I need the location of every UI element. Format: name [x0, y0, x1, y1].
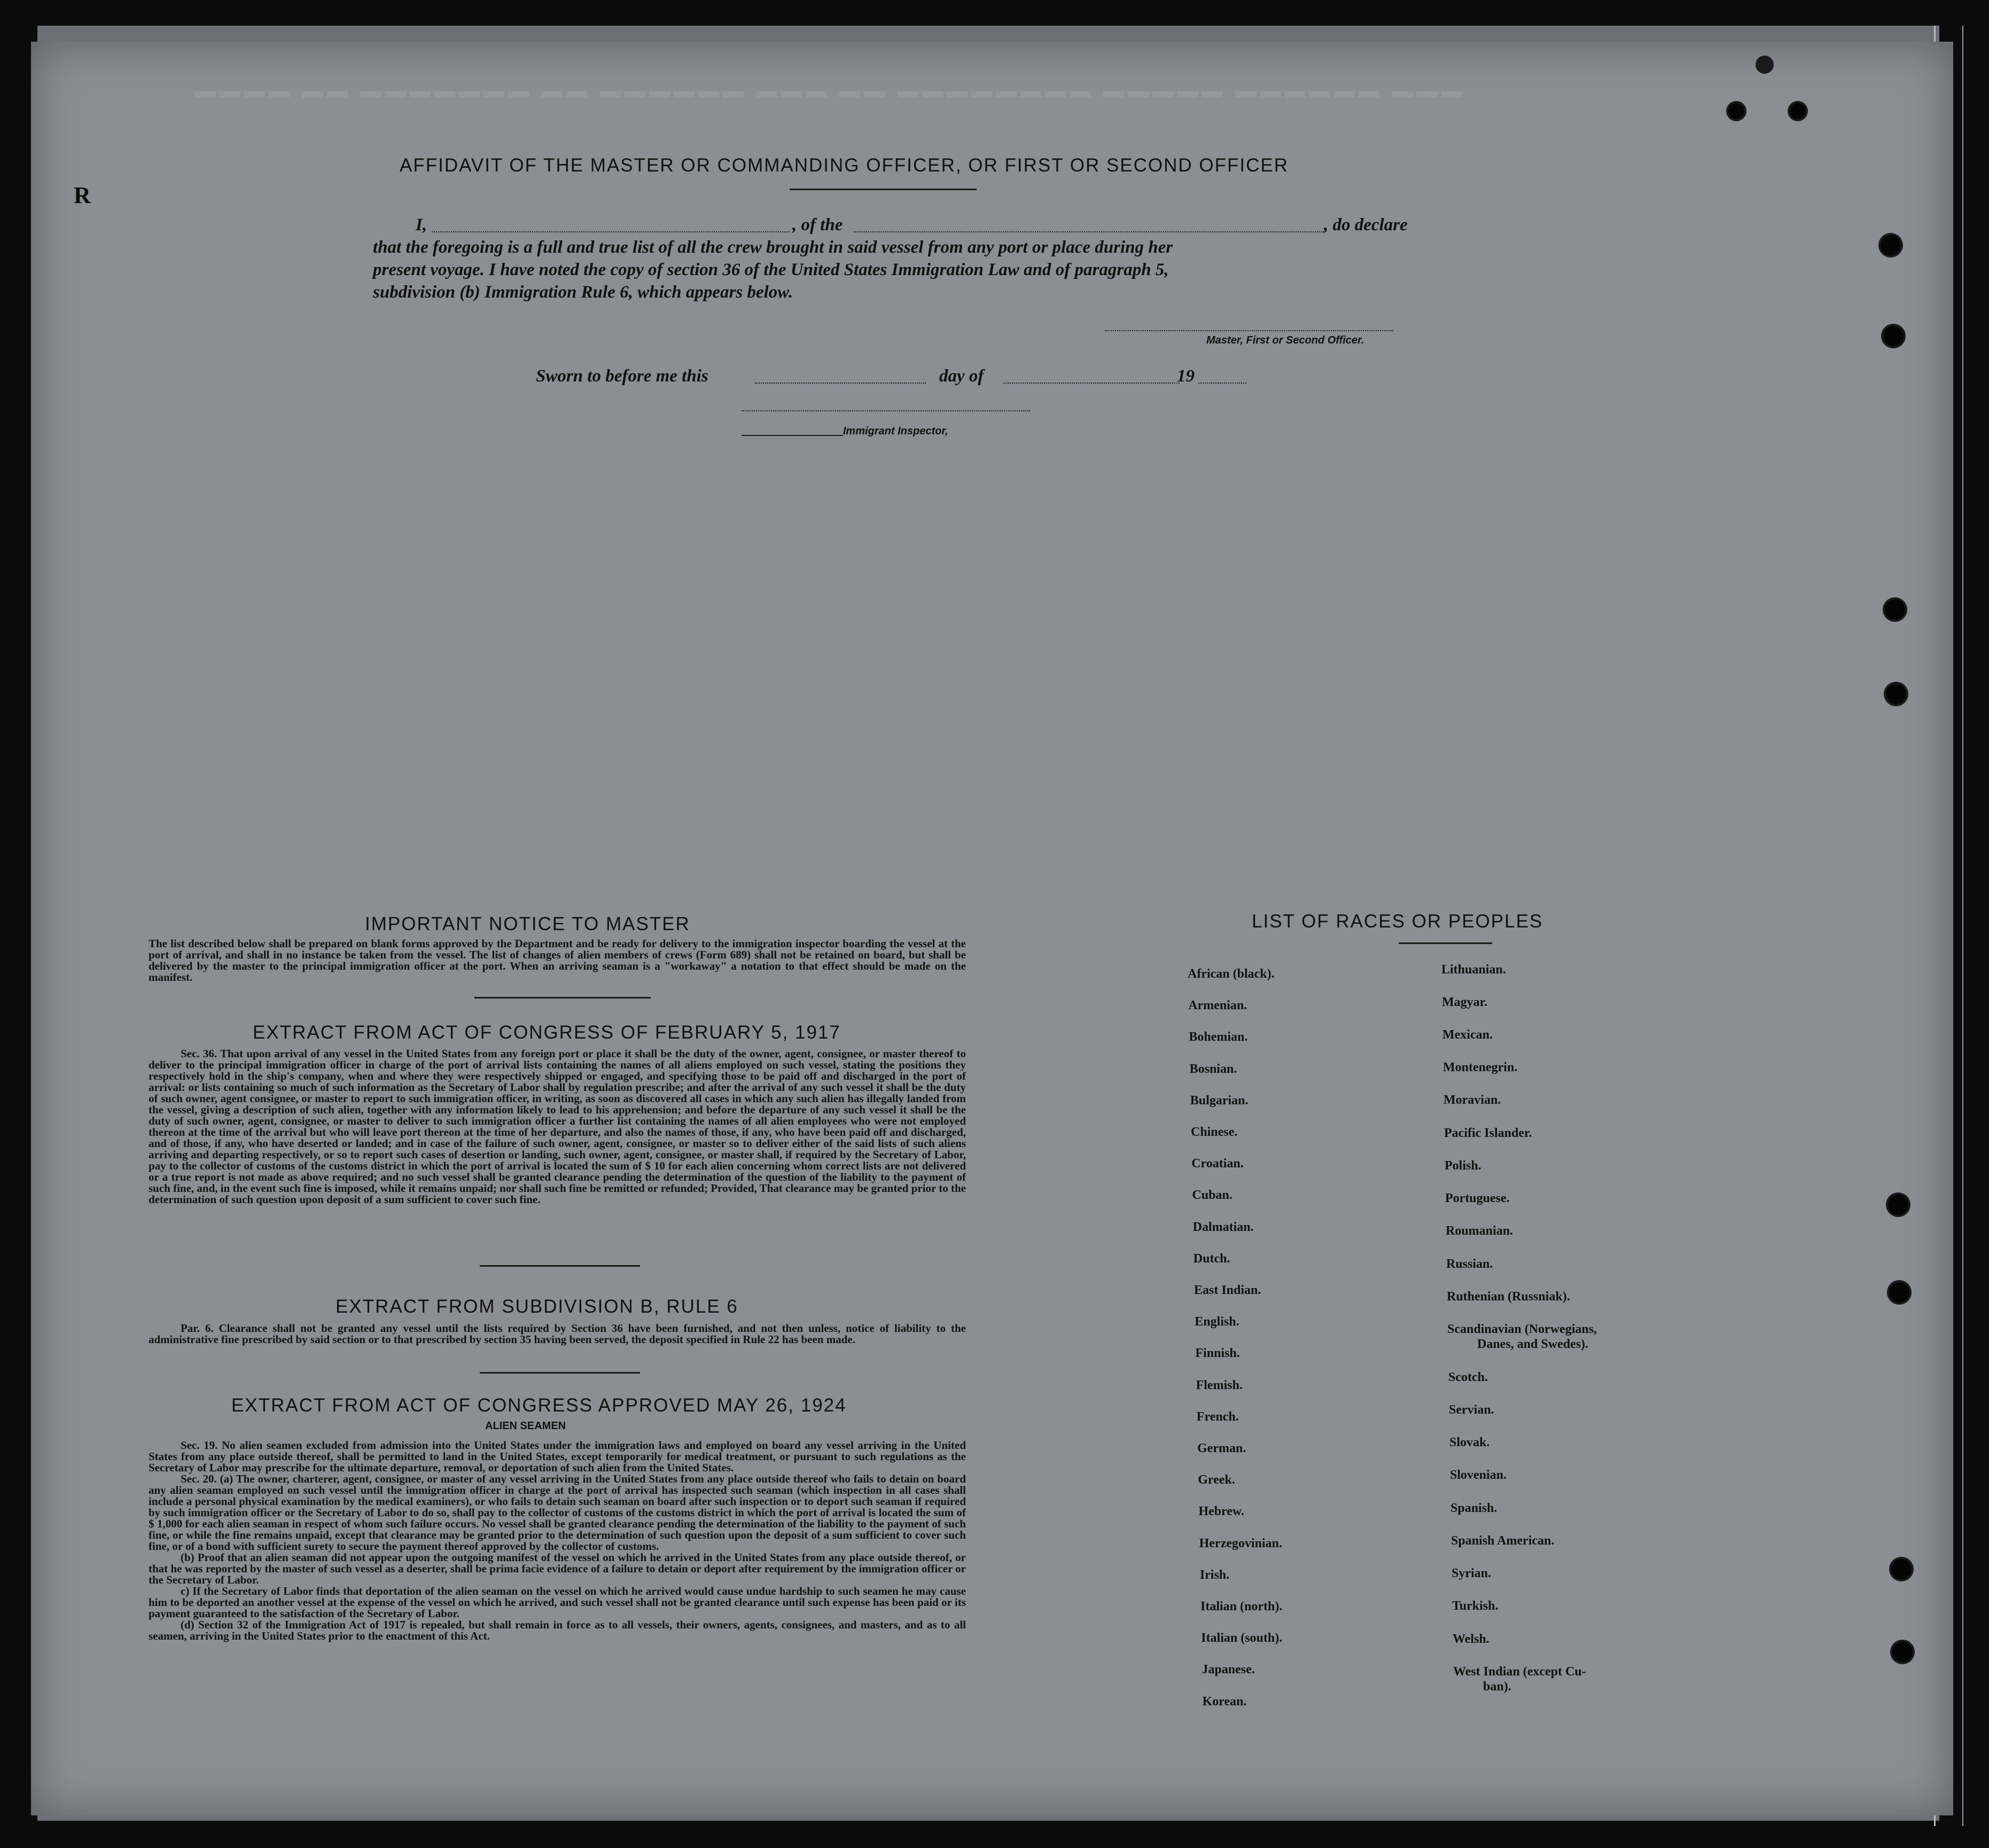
race-item: Mexican. — [1442, 1028, 1493, 1042]
extract-rule6-title: EXTRACT FROM SUBDIVISION B, RULE 6 — [336, 1296, 738, 1317]
race-item: Scandinavian (Norwegians, — [1447, 1322, 1597, 1336]
race-item: East Indian. — [1194, 1283, 1261, 1297]
race-item: West Indian (except Cu- — [1453, 1665, 1586, 1679]
race-item: German. — [1197, 1441, 1246, 1455]
punch-hole — [1892, 1642, 1913, 1662]
punch-hole — [1888, 1195, 1908, 1215]
race-item: Italian (north). — [1200, 1600, 1283, 1613]
races-title-rule — [1399, 942, 1492, 944]
inspector-label: Immigrant Inspector, — [843, 425, 948, 437]
race-item: Montenegrin. — [1443, 1061, 1518, 1074]
sec-20c-paragraph: c) If the Secretary of Labor finds that deportation of the alien seaman on the vessel on which he arrived would cause undue hardship to such seamen he may cause him to be deported an another vessel at the expense of the vessel on which he arrived, and such vessel shall not be granted clearance until such expense has been paid or its payment guaranteed to the satisfaction of the Secretary of Labor. — [149, 1585, 966, 1620]
sworn-year: 19 — [1177, 367, 1195, 386]
race-item: Dutch. — [1193, 1251, 1230, 1266]
extract-1924-title: EXTRACT FROM ACT OF CONGRESS APPROVED MAY 26, 1924 — [231, 1395, 847, 1416]
race-item: Dalmatian. — [1192, 1220, 1254, 1234]
punch-hole — [1886, 684, 1906, 704]
master-name-field[interactable] — [432, 231, 790, 232]
notice-text: The list described below shall be prepared on blank forms approved by the Department and be ready for delivery to the immigration inspector boarding the vessel at the port of arrival, and shall in no instance be taken from the vessel. The list of changes of alien members of crews (Form 689) shall not be retained on board, but shall be delivered by the master to the principal immigration officer at the port. When an arriving seaman is a "workaway" a notation to that effect should be made on the manifest. — [149, 937, 966, 984]
notice-title: IMPORTANT NOTICE TO MASTER — [365, 914, 690, 934]
race-item: African (black). — [1188, 967, 1275, 981]
punch-hole — [1728, 103, 1744, 119]
inspector-short-rule — [742, 435, 843, 436]
race-item: Italian (south). — [1201, 1631, 1283, 1646]
affidavit-line-3: present voyage. I have noted the copy of section 36 of the United States Immigration Law and of paragraph 5, — [373, 260, 1169, 279]
race-item: Chinese. — [1191, 1125, 1238, 1139]
affidavit-do-declare: , do declare — [1324, 215, 1408, 235]
race-item: Roumanian. — [1446, 1224, 1514, 1238]
race-item: Welsh. — [1453, 1632, 1489, 1646]
affidavit-title: AFFIDAVIT OF THE MASTER OR COMMANDING OFFICER, OR FIRST OR SECOND OFFICER — [400, 155, 1289, 176]
punch-hole — [1891, 1559, 1912, 1579]
sworn-month-field[interactable] — [1003, 383, 1180, 384]
race-item: Bohemian. — [1189, 1030, 1248, 1044]
race-item: Magyar. — [1442, 995, 1488, 1009]
race-item: Portuguese. — [1445, 1191, 1510, 1205]
race-item: English. — [1195, 1315, 1239, 1329]
extract-1924-subtitle: ALIEN SEAMEN — [485, 1420, 566, 1432]
races-title: LIST OF RACES OR PEOPLES — [1252, 911, 1543, 932]
affidavit-title-rule — [790, 189, 977, 190]
race-item: ban). — [1483, 1680, 1511, 1694]
race-item: Moravian. — [1444, 1093, 1501, 1107]
race-item: French. — [1196, 1409, 1239, 1424]
race-item: Korean. — [1202, 1694, 1247, 1709]
race-item: Spanish American. — [1451, 1534, 1555, 1548]
race-item: Ruthenian (Russniak). — [1447, 1290, 1570, 1304]
race-item: Japanese. — [1202, 1663, 1255, 1677]
race-item: Pacific Islander. — [1444, 1126, 1532, 1140]
race-item: Russian. — [1446, 1257, 1493, 1271]
master-signature-field[interactable] — [1105, 330, 1393, 331]
sec-19-paragraph: Sec. 19. No alien seamen excluded from admission into the United States under the immigration laws and employed on board any vessel arriving in the United States from any place outside thereof, shall be permitted to land in the United States, except temporarily for medical treatment, or pursuant to such regulations as the Secretary of Labor may prescribe for the ultimate departure, removal, or deportation of such alien from the United States. — [149, 1439, 966, 1474]
race-item: Armenian. — [1188, 999, 1247, 1013]
race-item: Danes, and Swedes). — [1477, 1337, 1589, 1351]
sec-20a-paragraph: Sec. 20. (a) The owner, charterer, agent, consignee, or master of any vessel arriving in the United States from any place outside thereof who fails to detain on board any alien seaman employed on such vessel until the immigration officer in charge at the port of arrival has inspected such seaman (which inspection in all cases shall include a personal physical examination by the medical examiners), or who fails to detain such seaman on board after such inspection or to deport such seaman if required by such immigration officer or the Secretary of Labor to do so, shall pay to the collector of customs of the customs district in which the port of arrival is located the sum of $ 1,000 for each alien seaman in respect of whom such failure occurs. No vessel shall be granted clearance pending the determination of the liability to the payment of such fine, or while the fine remains unpaid, except that clearance may be granted prior to the determination of such question upon the deposit of a sum sufficient to cover such fine, or of a bond with sufficient surety to secure the payment thereof approved by the collector of customs. — [149, 1472, 966, 1553]
signature-label: Master, First or Second Officer. — [1206, 334, 1364, 346]
race-item: Syrian. — [1452, 1566, 1492, 1580]
race-item: Bulgarian. — [1190, 1093, 1249, 1108]
vessel-name-field[interactable] — [854, 231, 1324, 232]
punch-hole — [1885, 599, 1905, 620]
race-item: Finnish. — [1195, 1346, 1240, 1361]
extract-1917-title: EXTRACT FROM ACT OF CONGRESS OF FEBRUARY 5, 1917 — [253, 1022, 841, 1043]
race-item: Croatian. — [1191, 1157, 1244, 1171]
punch-hole — [1881, 235, 1901, 255]
inspector-signature-field[interactable] — [742, 410, 1030, 411]
extract-1924-text — [149, 1440, 966, 1642]
race-item: Hebrew. — [1198, 1504, 1244, 1519]
extract-1917-rule — [480, 1265, 640, 1267]
extract-1917-text: Sec. 36. That upon arrival of any vessel in the United States from any foreign port or place it shall be the duty of the owner, agent, consignee, or master thereof to deliver to the principal immigration officer in charge of the port of arrival lists containing the names of all aliens employed on such vessel, stating the positions they respectively hold in the ship's company, when and where they were respectively shipped or engaged, and specifying those to be paid off and discharged in the port of arrival: or lists containing so much of such information as the Secretary of Labor shall by regulation prescribe; and after the arrival of any such vessel it shall be the duty of such owner, agent consignee, or master to report to such immigration officer, in writing, as soon as discovered all cases in which any such alien has illegally landed from the vessel, giving a description of such alien, together with any information likely to lead to his apprehension; and before the departure of any such vessel it shall be the duty of such owner, agent, consignee, or master to deliver to such immigration officer a further list containing the names of all alien employees who were not employed thereon at the time of the arrival but who will leave port thereon at the time of her departure, and also the names of those, if any, who have been paid off and discharged, and of those, if any, who have deserted or landed; and in case of the failure of such owner, agent, consignee, or master so to deliver either of the said lists of such aliens arriving and departing respectively, or so to report such cases of desertion or landing, such owner, agent, consignee, or master shall, if required by the Secretary of Labor, pay to the collector of customs of the customs district in which the port of arrival is located the sum of $ 10 for each alien concerning whom correct lists are not delivered or a true report is not made as above required; and no such vessel shall be granted clearance pending the determination of the question of the liability to the payment of such fine, and, in the event such fine is imposed, while it remains unpaid; nor shall such fine be remitted or refunded; Provided, That clearance may be granted prior to the determination of such question upon deposit of a sum sufficient to cover such fine. — [149, 1047, 966, 1206]
race-item: Scotch. — [1448, 1370, 1488, 1384]
race-item: Flemish. — [1196, 1378, 1243, 1392]
race-item: Irish. — [1199, 1568, 1230, 1582]
margin-mark: R — [74, 182, 91, 208]
race-item: Slovenian. — [1450, 1468, 1507, 1482]
punch-hole — [1889, 1282, 1909, 1303]
affidavit-line-4: subdivision (b) Immigration Rule 6, which appears below. — [373, 283, 793, 302]
bleed-through-text: ▬▬▬ ▬▬▬▬▬▬ ▬▬▬▬▬ ▬▬▬▬▬▬▬▬ ▬▬ ▬▬▬ ▬▬▬▬▬▬ ▬▬ ▬▬▬▬▬▬▬ ▬▬ ▬▬▬▬ — [191, 79, 1463, 103]
race-item: Turkish. — [1452, 1599, 1499, 1613]
race-item: Slovak. — [1449, 1436, 1490, 1449]
extract-rule6-rule — [480, 1372, 640, 1374]
sworn-prefix: Sworn to before me this — [536, 367, 708, 386]
sworn-day-field[interactable] — [755, 383, 926, 384]
race-item: Bosnian. — [1189, 1062, 1237, 1076]
race-item: Spanish. — [1450, 1501, 1497, 1515]
punch-hole — [1883, 326, 1904, 346]
race-item: Cuban. — [1192, 1188, 1233, 1203]
sworn-day-of: day of — [939, 367, 984, 386]
punch-hole — [1790, 103, 1806, 119]
sworn-year-field[interactable] — [1198, 383, 1246, 384]
extract-rule6-text: Par. 6. Clearance shall not be granted any vessel until the lists required by Section 36 have been furnished, and not then unless, notice of liability to the administrative fine prescribed by said section or to that prescribed by section 35 having been served, the deposit specified in Rule 22 has been made. — [149, 1322, 966, 1346]
affidavit-line-2: that the foregoing is a full and true list of all the crew brought in said vessel from any port or place during her — [373, 238, 1173, 257]
sec-20d-paragraph: (d) Section 32 of the Immigration Act of 1917 is repealed, but shall remain in force as to all vessels, their owners, agents, consignees, and masters, and as to all seamen, arriving in the United States prior to the enactment of this Act. — [149, 1618, 966, 1642]
sec-20b-paragraph: (b) Proof that an alien seaman did not appear upon the outgoing manifest of the vessel on which he arrived in the United States from any place outside thereof, or that he was reported by the master of such vessel as a deserter, shall be prima facie evidence of a failure to detain or deport after requirement by the immigration officer or the Secretary of Labor. — [149, 1551, 966, 1586]
race-item: Lithuanian. — [1441, 963, 1506, 977]
affidavit-of-the: , of the — [792, 215, 843, 235]
race-item: Servian. — [1449, 1403, 1494, 1417]
affidavit-i: I, — [416, 215, 427, 235]
race-item: Herzegovinian. — [1199, 1536, 1282, 1550]
race-item: Greek. — [1198, 1473, 1235, 1487]
punch-hole — [1758, 58, 1772, 72]
race-item: Polish. — [1445, 1159, 1481, 1173]
document-sheet — [31, 42, 1953, 1815]
notice-rule — [474, 997, 651, 999]
